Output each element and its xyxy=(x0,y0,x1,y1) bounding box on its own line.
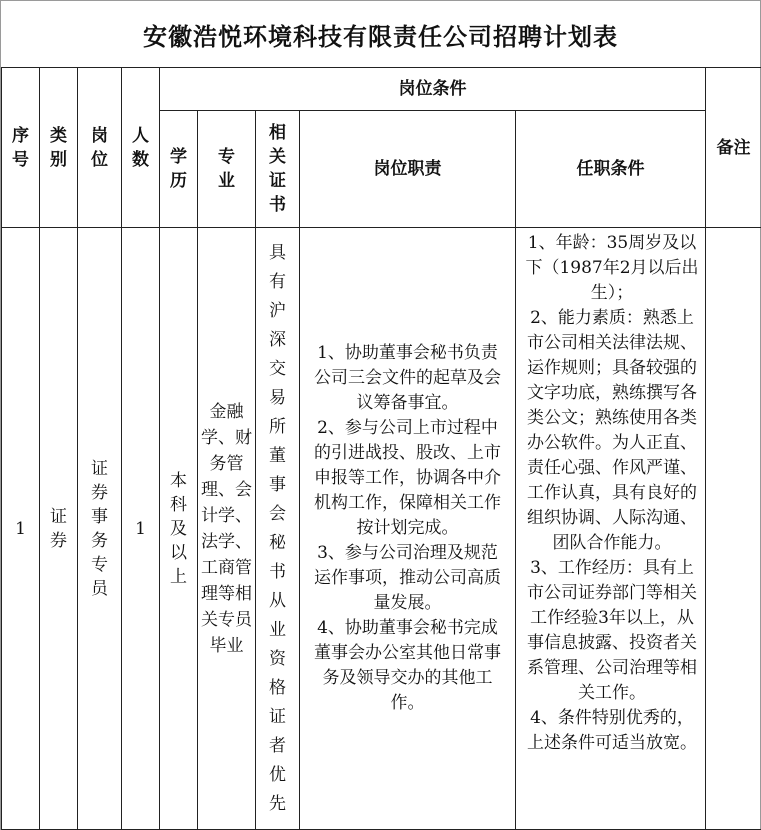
header-duties: 岗位职责 xyxy=(300,111,516,228)
requirement-item: 4、条件特别优秀的，上述条件可适当放宽。 xyxy=(527,708,697,753)
cell-duties xyxy=(300,228,516,830)
duty-item: 2、参与公司上市过程中的引进战投、股改、上市申报等工作，协调各中介机构工作，保障相关工作按计划完成。 xyxy=(314,418,501,538)
duty-item: 4、协助董事会秘书完成董事会办公室其他日常事务及领导交办的其他工作。 xyxy=(314,618,501,713)
cell-position: 证券事务专员 xyxy=(78,228,122,830)
recruitment-plan-table xyxy=(1,67,761,830)
cell-remarks xyxy=(706,228,761,830)
header-major: 专业 xyxy=(198,111,256,228)
duty-item: 3、参与公司治理及规范运作事项，推动公司高质量发展。 xyxy=(314,543,501,613)
cell-headcount: 1 xyxy=(122,228,160,830)
header-requirements: 任职条件 xyxy=(516,111,706,228)
header-remarks: 备注 xyxy=(706,68,761,228)
header-certificate: 相关证书 xyxy=(256,111,300,228)
cell-seq: 1 xyxy=(2,228,40,830)
header-position: 岗位 xyxy=(78,68,122,228)
requirement-item: 3、工作经历：具有上市公司证券部门等相关工作经验3年以上，从事信息披露、投资者关系管理、公司治理等相关工作。 xyxy=(527,558,697,703)
cell-education: 本科及以上 xyxy=(160,228,198,830)
page-title: 安徽浩悦环境科技有限责任公司招聘计划表 xyxy=(1,1,760,68)
header-seq: 序号 xyxy=(2,68,40,228)
cell-requirements xyxy=(516,228,706,830)
header-education: 学历 xyxy=(160,111,198,228)
duty-item: 1、协助董事会秘书负责公司三会文件的起草及会议筹备事宜。 xyxy=(314,343,501,413)
cell-major: 金融学、财务管理、会计学、法学、工商管理等相关专员毕业 xyxy=(198,228,256,830)
cell-category: 证券 xyxy=(40,228,78,830)
requirement-item: 2、能力素质：熟悉上市公司相关法律法规、运作规则；具备较强的文字功底，熟练撰写各类公文；熟练使用各类办公软件。为人正直、责任心强、作风严谨、工作认真，具有良好的组织协调、人际沟通、团队合作能力。 xyxy=(527,308,697,553)
requirement-item: 1、年龄：35周岁及以下（1987年2月以后出生）； xyxy=(525,233,699,303)
header-row-top xyxy=(2,68,761,111)
table-row xyxy=(2,228,761,830)
header-conditions-group: 岗位条件 xyxy=(160,68,706,111)
cell-certificate: 具有沪深交易所董事会秘书从业资格证者优先 xyxy=(256,228,300,830)
header-category: 类别 xyxy=(40,68,78,228)
header-headcount: 人数 xyxy=(122,68,160,228)
